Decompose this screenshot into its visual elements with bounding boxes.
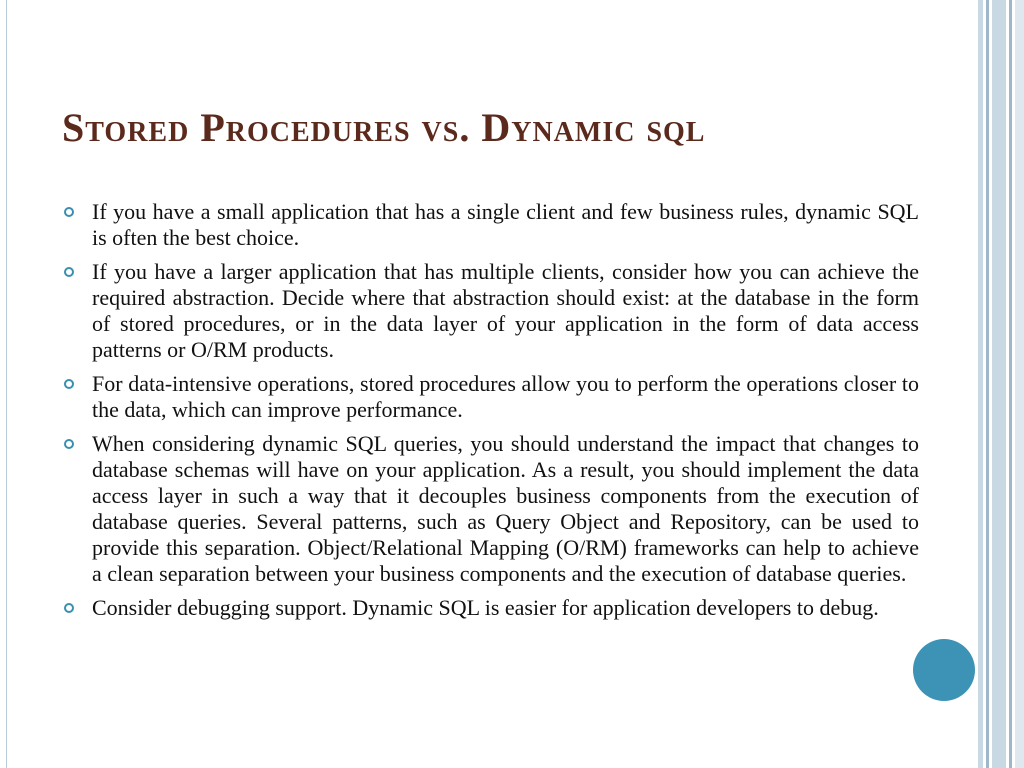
bullet-item bbox=[62, 199, 919, 251]
right-decorative-border bbox=[976, 0, 1024, 768]
decorative-circle bbox=[913, 639, 975, 701]
bullet-text: When considering dynamic SQL queries, you should understand the impact that changes to database schemas will have on your application. As a result, you should implement the data access layer in such a way that it decouples business components from the execution of database queries. Several patterns, such as Query Object and Repository, can be used to provide this separation. Object/Relational Mapping (O/RM) frameworks can help to achieve a clean separation between your business components and the execution of database queries. bbox=[92, 431, 919, 586]
bullet-text: Consider debugging support. Dynamic SQL is easier for application developers to debug. bbox=[92, 595, 879, 620]
circle-bullet-icon bbox=[64, 267, 74, 277]
bullet-text: For data-intensive operations, stored procedures allow you to perform the operations closer to the data, which can improve performance. bbox=[92, 371, 919, 422]
bullet-item bbox=[62, 595, 919, 621]
bullet-text: If you have a larger application that has multiple clients, consider how you can achieve the required abstraction. Decide where that abstraction should exist: at the database in the form of stored procedures, or in the data layer of your application in the form of data access patterns or O/RM products. bbox=[92, 259, 919, 362]
bullet-item bbox=[62, 259, 919, 363]
slide-title: Stored Procedures vs. Dynamic sql bbox=[62, 105, 706, 150]
bullet-item bbox=[62, 371, 919, 423]
circle-bullet-icon bbox=[64, 379, 74, 389]
bullet-item bbox=[62, 431, 919, 587]
border-stripe bbox=[1015, 0, 1024, 768]
circle-bullet-icon bbox=[64, 439, 74, 449]
border-stripe bbox=[978, 0, 983, 768]
bullet-text: If you have a small application that has a single client and few business rules, dynamic SQL is often the best choice. bbox=[92, 199, 919, 250]
border-stripe bbox=[1009, 0, 1012, 768]
circle-bullet-icon bbox=[64, 603, 74, 613]
circle-bullet-icon bbox=[64, 207, 74, 217]
border-stripe bbox=[986, 0, 989, 768]
bullet-list bbox=[62, 199, 919, 629]
left-border-line bbox=[6, 0, 7, 768]
border-stripe bbox=[992, 0, 1006, 768]
